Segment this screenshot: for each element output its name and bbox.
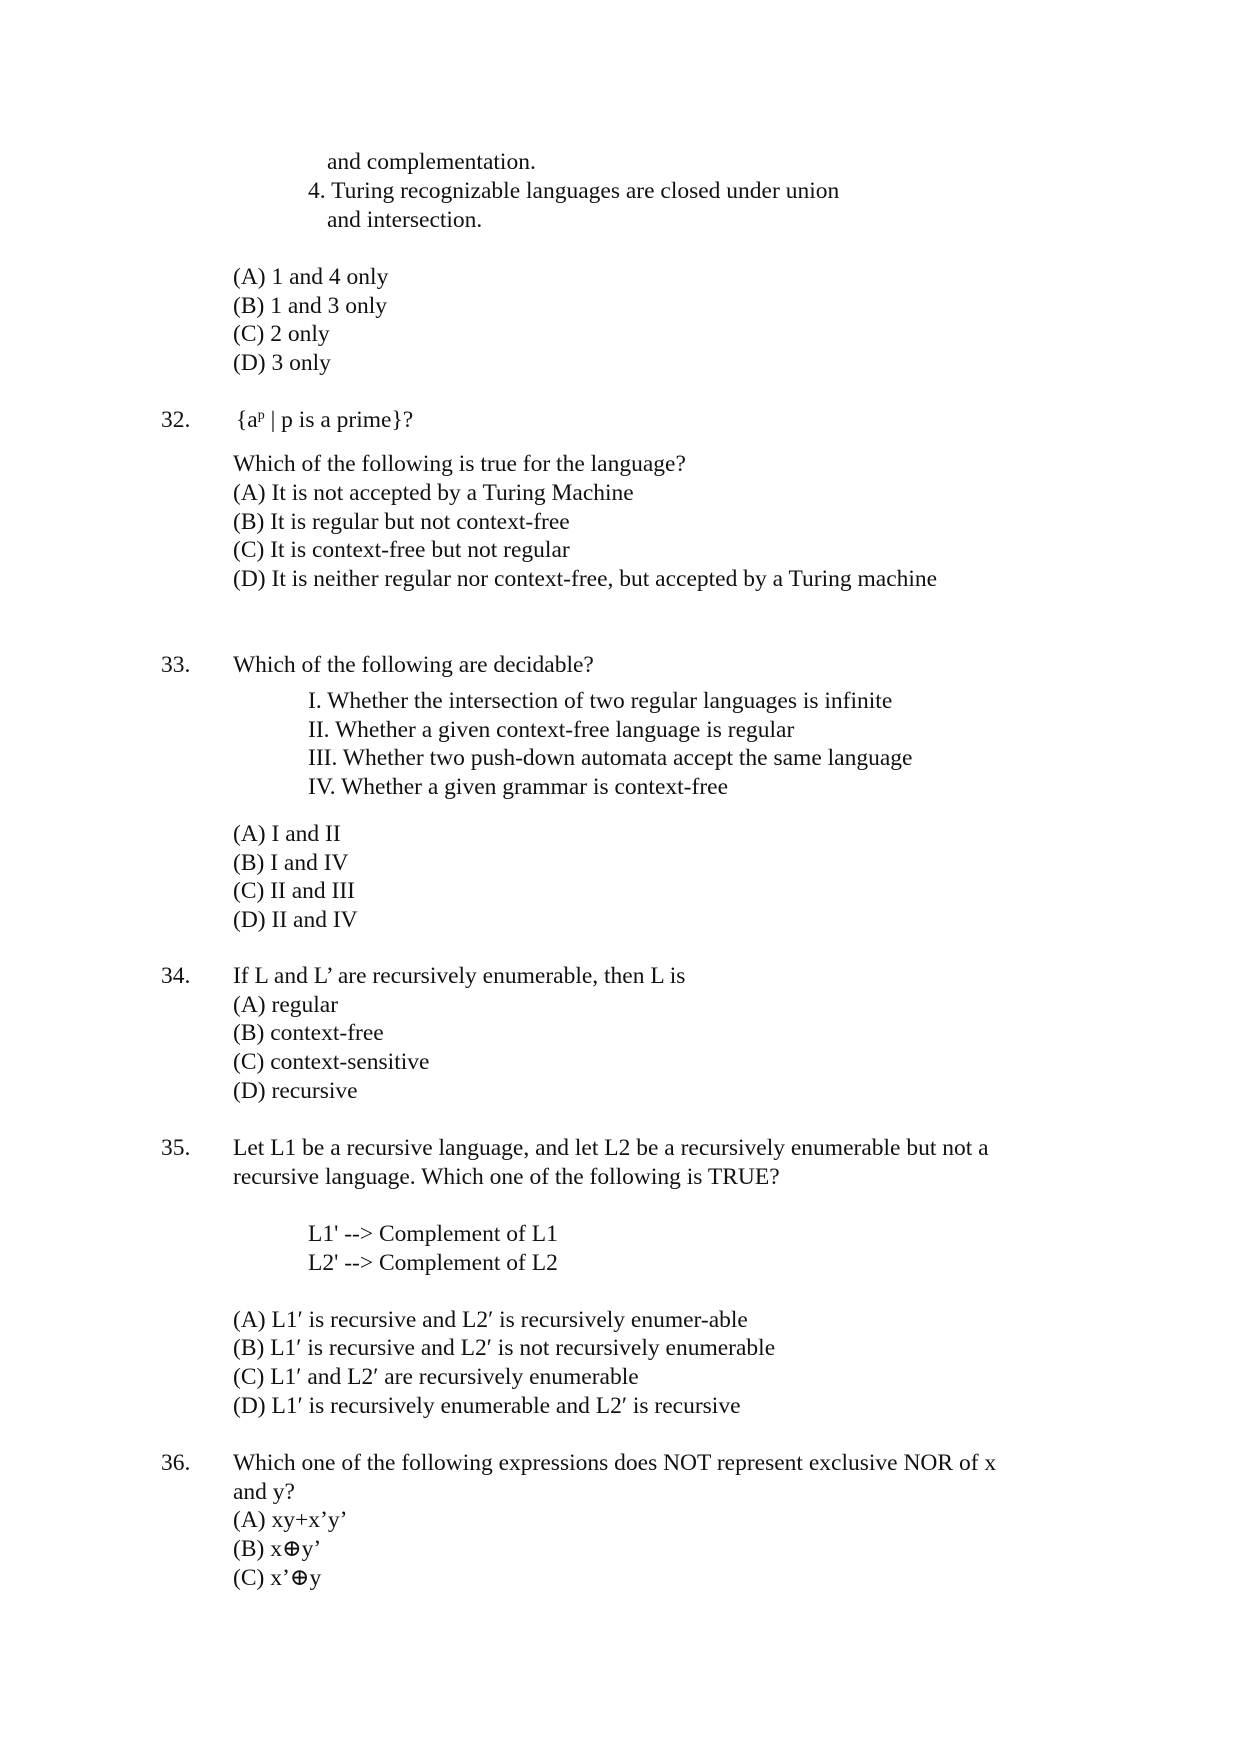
q35-definition-2: L2' --> Complement of L2	[308, 1250, 558, 1276]
q34-option-b: (B) context-free	[233, 1020, 384, 1046]
q32-language-superscript: p	[257, 408, 265, 423]
q33-question: Which of the following are decidable?	[233, 652, 594, 678]
q35-option-d: (D) L1′ is recursively enumerable and L2′ is recursive	[233, 1393, 741, 1419]
q34-option-c: (C) context-sensitive	[233, 1049, 430, 1075]
q36-number: 36.	[161, 1450, 191, 1476]
q32-language-open: {a	[236, 407, 258, 433]
q33-option-a: (A) I and II	[233, 821, 341, 847]
q33-statement-2: II. Whether a given context-free language is regular	[308, 717, 795, 743]
q35-question-line-1: Let L1 be a recursive language, and let L2 be a recursively enumerable but not a	[233, 1135, 989, 1161]
q34-option-d: (D) recursive	[233, 1078, 358, 1104]
q35-definition-1: L1' --> Complement of L1	[308, 1221, 558, 1247]
q31-option-c: (C) 2 only	[233, 321, 330, 347]
q31-statement-4: 4. Turing recognizable languages are closed under union	[308, 178, 840, 204]
q36-option-c: (C) x’⊕y	[233, 1565, 322, 1591]
q32-number: 32.	[161, 407, 191, 433]
q33-option-d: (D) II and IV	[233, 907, 358, 933]
q32-option-c: (C) It is context-free but not regular	[233, 537, 570, 563]
q32-question: Which of the following is true for the language?	[233, 451, 686, 477]
q33-statement-3: III. Whether two push-down automata accept the same language	[308, 745, 913, 771]
q36-question-line-1: Which one of the following expressions does NOT represent exclusive NOR of x	[233, 1450, 997, 1476]
q32-language	[236, 406, 413, 435]
q36-option-a: (A) xy+x’y’	[233, 1507, 348, 1533]
q35-option-c: (C) L1′ and L2′ are recursively enumerable	[233, 1364, 639, 1390]
q34-option-a: (A) regular	[233, 992, 339, 1018]
q33-number: 33.	[161, 652, 191, 678]
q34-question: If L and L’ are recursively enumerable, then L is	[233, 963, 686, 989]
q31-option-b: (B) 1 and 3 only	[233, 293, 388, 319]
q35-option-b: (B) L1′ is recursive and L2′ is not recursively enumerable	[233, 1335, 776, 1361]
q36-question-line-2: and y?	[233, 1479, 295, 1505]
q33-option-c: (C) II and III	[233, 878, 356, 904]
q35-number: 35.	[161, 1135, 191, 1161]
q32-language-close: | p is a prime}?	[264, 407, 414, 433]
q31-option-a: (A) 1 and 4 only	[233, 264, 389, 290]
q33-option-b: (B) I and IV	[233, 850, 349, 876]
q33-statement-1: I. Whether the intersection of two regular languages is infinite	[308, 688, 893, 714]
q36-option-b: (B) x⊕y’	[233, 1536, 322, 1562]
q33-statement-4: IV. Whether a given grammar is context-free	[308, 774, 729, 800]
q32-option-d: (D) It is neither regular nor context-free, but accepted by a Turing machine	[233, 566, 938, 592]
q31-statement-3-continuation: and complementation.	[327, 149, 536, 175]
q32-option-b: (B) It is regular but not context-free	[233, 509, 570, 535]
q32-option-a: (A) It is not accepted by a Turing Machine	[233, 480, 634, 506]
q34-number: 34.	[161, 963, 191, 989]
q31-statement-4-continuation: and intersection.	[327, 207, 483, 233]
q35-question-line-2: recursive language. Which one of the following is TRUE?	[233, 1164, 780, 1190]
q35-option-a: (A) L1′ is recursive and L2′ is recursively enumer-able	[233, 1307, 748, 1333]
q31-option-d: (D) 3 only	[233, 350, 331, 376]
